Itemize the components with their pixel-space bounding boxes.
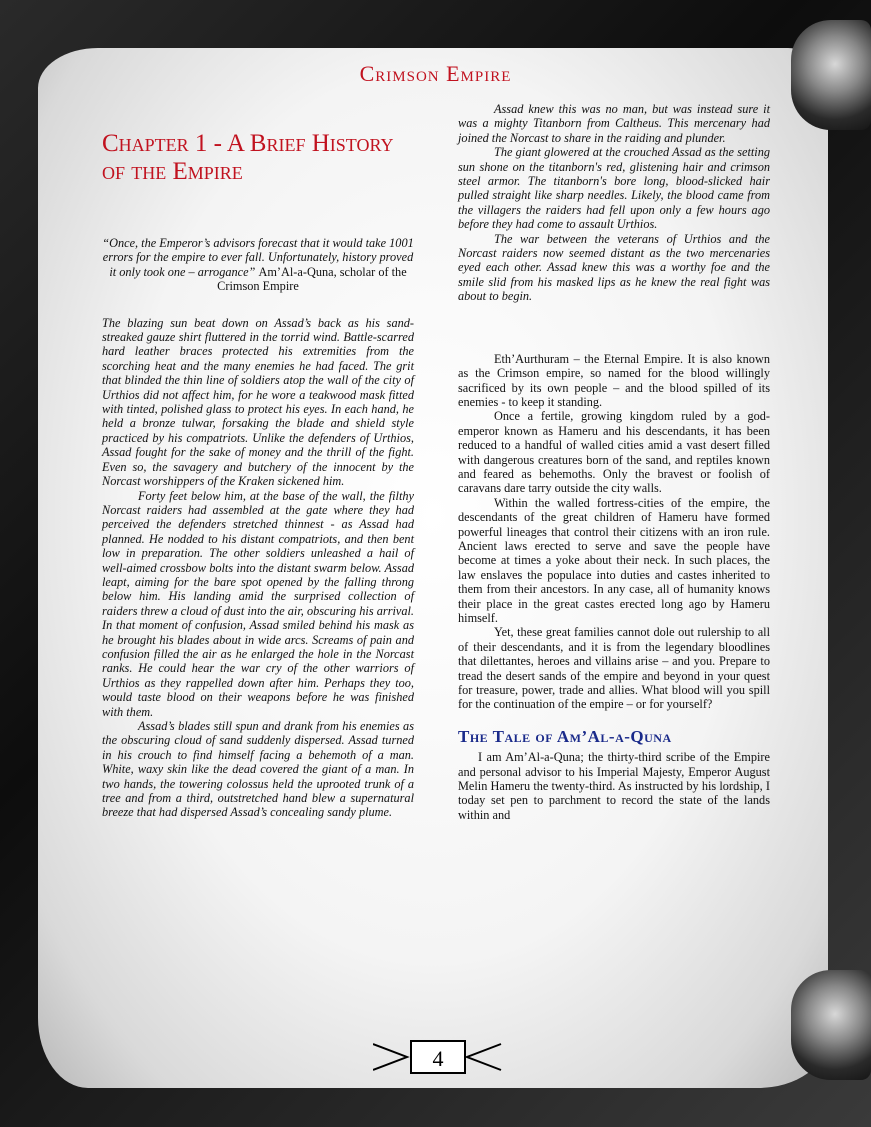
story-paragraph: The blazing sun beat down on Assad’s back as his sand-streaked gauze shirt fluttered in the torrid wind. Battle-scarred hard leather braces protected his extremities from the scorching heat and the many enemies he had faced. The grit that blinded the thin line of soldiers atop the wall of the city of Urthios did not affect him, for he wore a teakwood mask fitted with tinted, polished glass to protect his eyes. In each hand, he held a bronze tulwar, forsaking the blade and shield style practiced by his compatriots. Unlike the defenders of Urthios, Assad fought for the sake of money and the thrill of the fight. Even so, the savagery and butchery of the innocent by the Norcast worshippers of the Kraken sickened him. [102, 315, 414, 489]
story-paragraph: Assad knew this was no man, but was instead sure it was a mighty Titanborn from Caltheus. This mercenary had joined the Norcast to share in the raiding and plunder. [458, 102, 770, 145]
epigraph [102, 236, 414, 294]
section-paragraph: I am Am’Al-a-Quna; the thirty-third scribe of the Empire and personal advisor to his Imperial Majesty, Emperor August Melin Hameru the twenty-third. As instructed by his lordship, I today set pen to parchment to record the state of the lands within and [458, 750, 770, 822]
page-number: 4 [410, 1040, 466, 1074]
section-title: The Tale of Am’Al-a-Quna [458, 726, 672, 746]
left-column [102, 130, 414, 820]
spacer [458, 304, 770, 352]
story-paragraph: The war between the veterans of Urthios and the Norcast raiders now seemed distant as the two mercenaries eyed each other. Assad knew this was a worthy foe and the smile slid from his masked lips as he knew the real fight was about to begin. [458, 231, 770, 304]
story-paragraph: Assad’s blades still spun and drank from his enemies as the obscuring cloud of sand suddenly dispersed. Assad turned in his crouch to find himself facing a behemoth of a man. White, waxy skin like the dead covered the giant of a man. In two hands, the towering colossus held the uprooted trunk of a tree and from a third, outstretched hand blew a supernatural breeze that had dispersed Assad’s concealing sandy plume. [102, 719, 414, 820]
history-paragraph: Yet, these great families cannot dole out rulership to all of their descendants, and it is from the legendary bloodlines that dilettantes, heroes and villains arise – and you. Prepare to tread the desert sands of the empire and beyond in your quest for treasure, power, trade and allies. What blood will you spill for the continuation of the empire – or for yourself? [458, 625, 770, 712]
right-chevron-icon [463, 1040, 503, 1074]
chapter-title: Chapter 1 - A Brief History of the Empire [102, 130, 394, 185]
skull-ornament-bottom-icon [791, 970, 871, 1080]
right-column [458, 102, 770, 822]
story-paragraph: The giant glowered at the crouched Assad as the setting sun shone on the titanborn's red, glistening hair and crimson steel armor. The titanborn's bore long, blood-slicked hair pulled straight like sharp needles. Likely, the blood came from the villagers the raiders had fell upon only a few hours ago before they had come to assault Urthios. [458, 145, 770, 232]
page-header-title: Crimson Empire [359, 61, 512, 86]
history-paragraph: Eth’Aurthuram – the Eternal Empire. It is also known as the Crimson empire, so named for the blood willingly sacrificed by its own people – and the blood spilled of its enemies - to keep it standing. [458, 351, 770, 409]
history-paragraph: Within the walled fortress-cities of the empire, the descendants of the great children of Hameru have formed powerful lineages that control their citizens with an iron rule. Ancient laws erected to serve and save the people have become at times a yoke about their neck. In such places, the law enslaves the populace into duties and castes inherited to them from their ancestors. In any case, all of humanity knows their place in the great castes erected long ago by Hameru himself. [458, 495, 770, 625]
epigraph-text: “Once, the Emperor’s advisors forecast that it would take 1001 errors for the empire to ever fall. Unfortunately, history proved it only took one – arrogance” [102, 236, 414, 279]
epigraph-attribution: Am’Al-a-Quna, scholar of the Crimson Empire [217, 264, 407, 294]
left-chevron-icon [373, 1040, 413, 1074]
history-paragraph: Once a fertile, growing kingdom ruled by a god-emperor known as Hameru and his descendants, it has been reduced to a handful of walled cities amid a vast desert filled with dangerous creatures born of the sand, and reptiles known and feared as behemoths. Only the bravest or foolish of caravans dare tarry outside the city walls. [458, 409, 770, 496]
page-number-badge [373, 1040, 503, 1074]
story-paragraph: Forty feet below him, at the base of the wall, the filthy Norcast raiders had assembled at the gate where they had perceived the defenders stretched thinnest - as Assad had planned. He nodded to his distant compatriots, and then bent low in preparation. The other soldiers unleashed a hail of well-aimed crossbow bolts into the distant swarm below. Assad leapt, aiming for the bare spot opened by the falling throng below him. His landing amid the surprised collection of raiders threw a cloud of dust into the air, obscuring his arrival. In that moment of confusion, Assad smiled behind his mask as he brought his blades about in wide arcs. Screams of pain and confusion filled the air as he enlarged the hole in the Norcast ranks. He could hear the war cry of the other warriors of Urthios as they rappelled down after him. Perhaps they too, would taste blood on their weapons before he was finished with them. [102, 488, 414, 719]
